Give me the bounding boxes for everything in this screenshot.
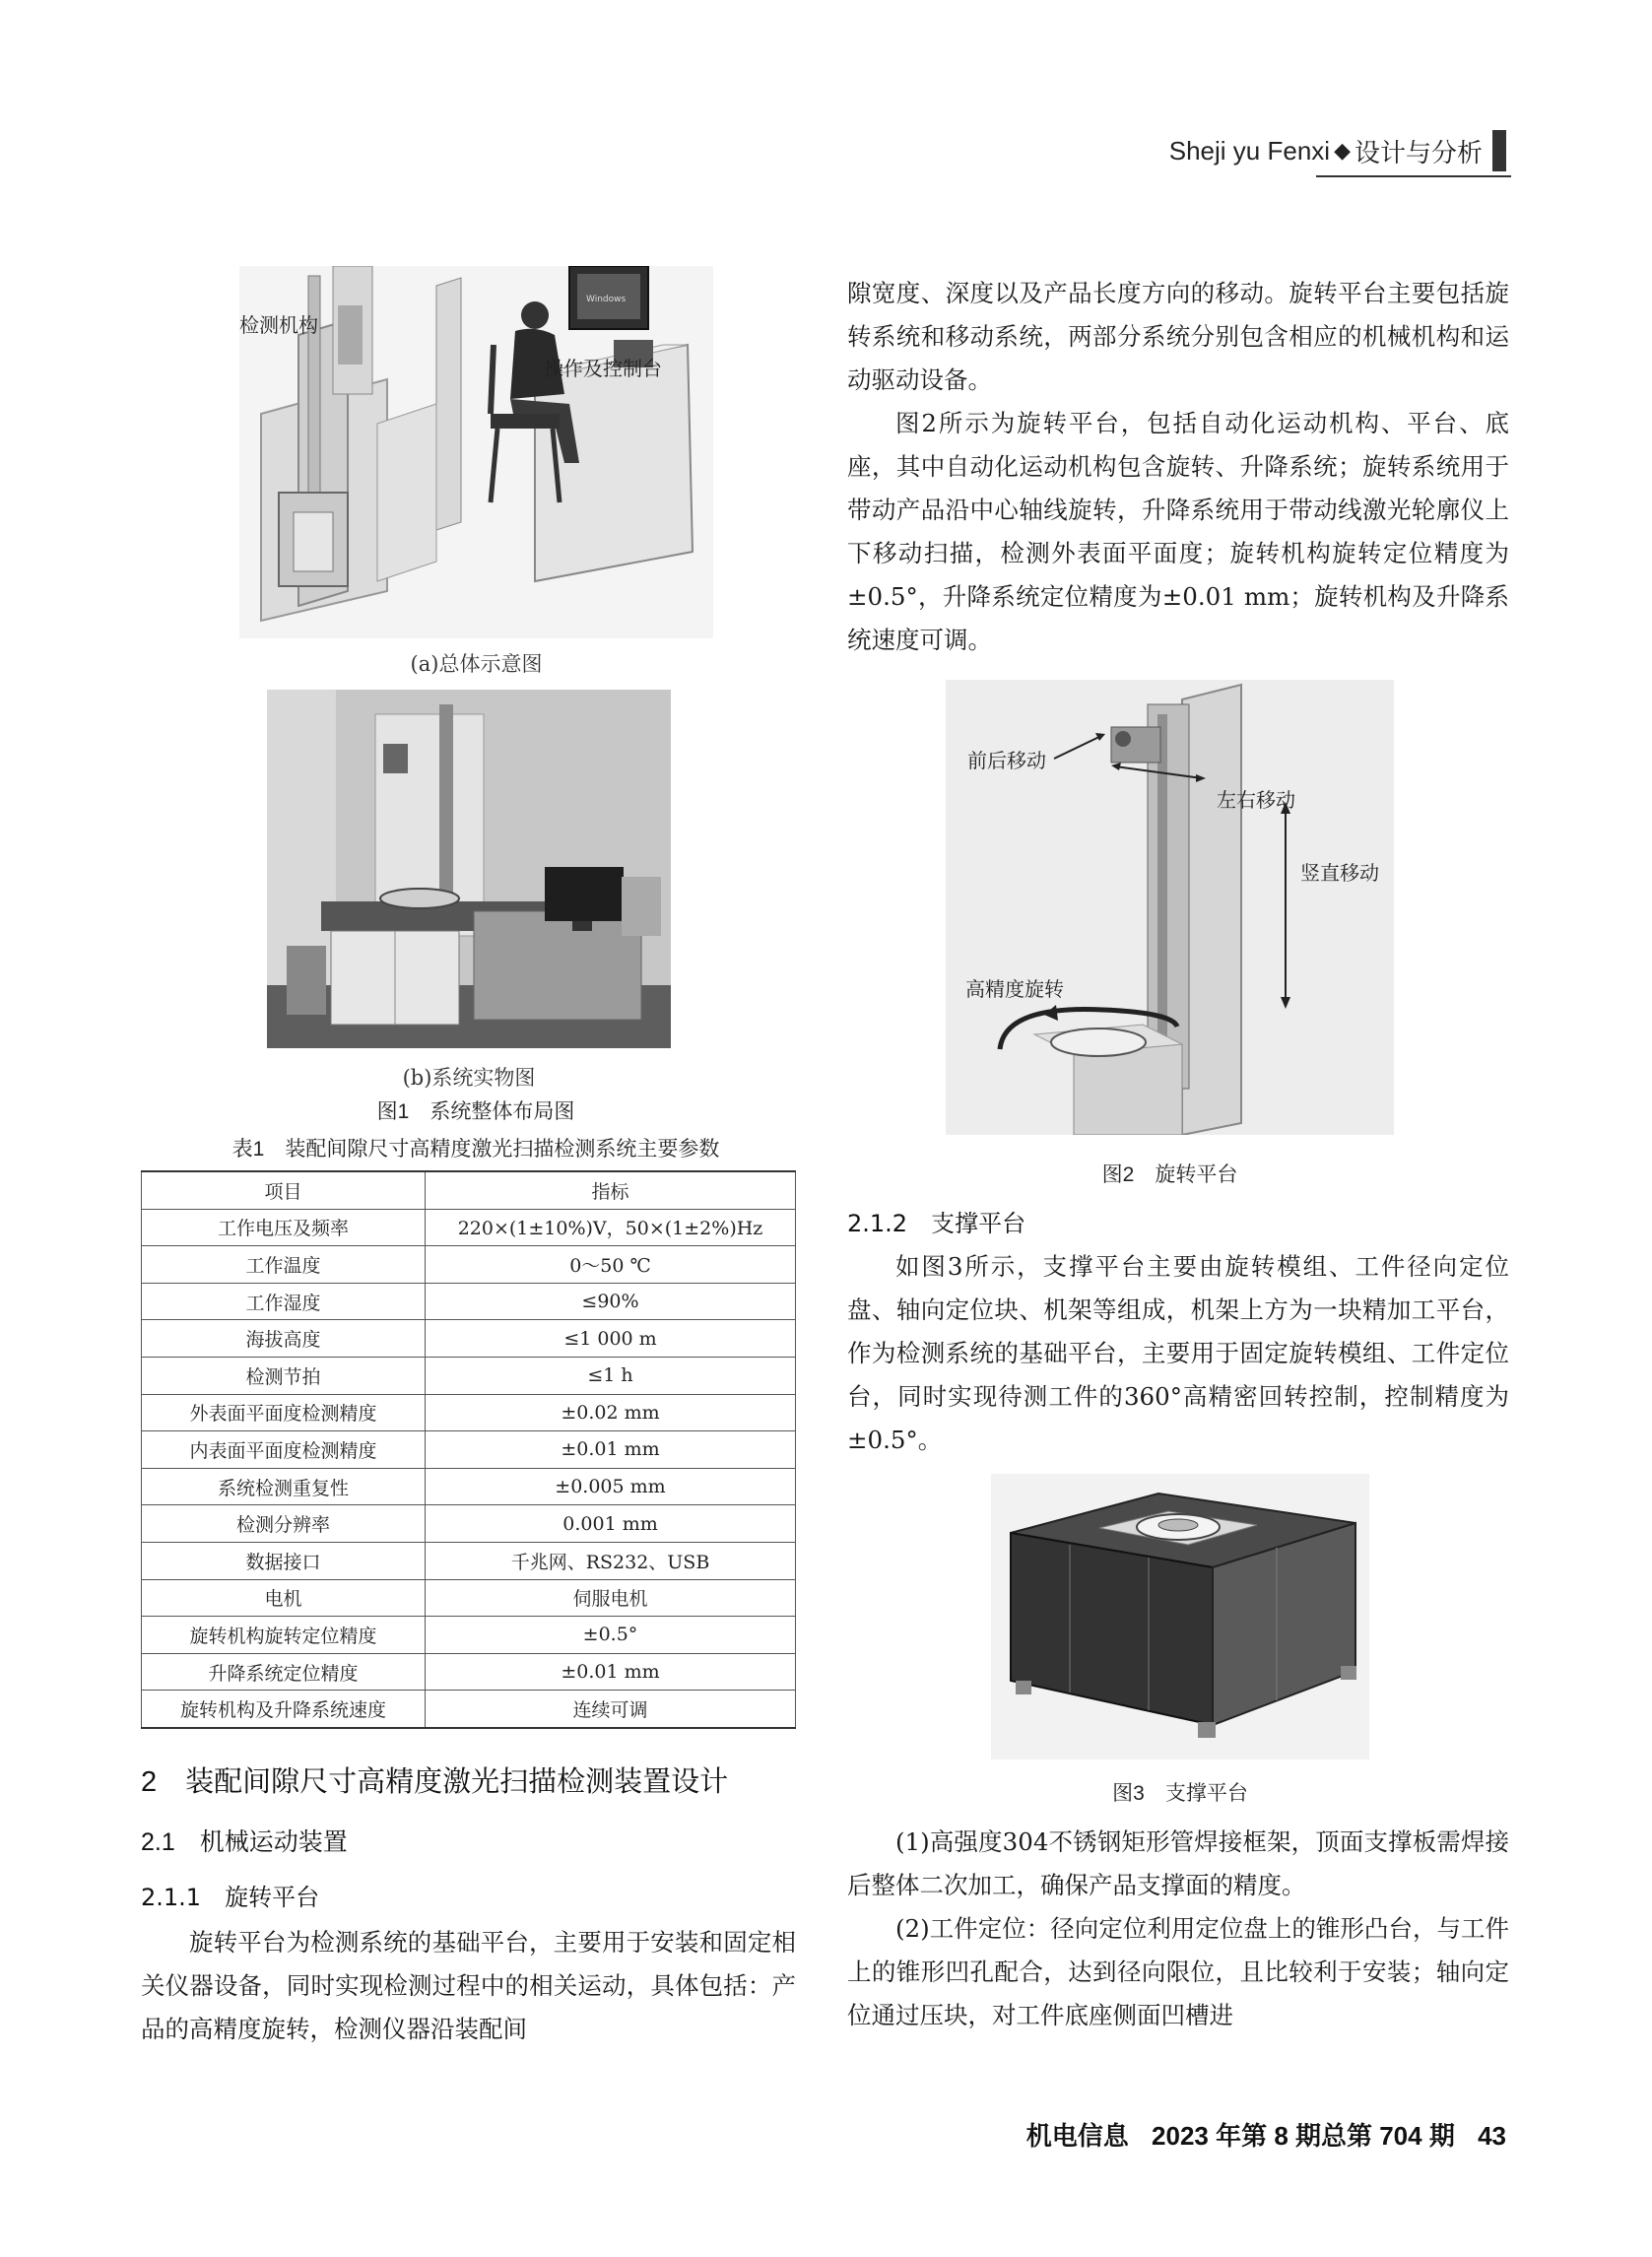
paragraph-frame: (1)高强度304不锈钢矩形管焊接框架，顶面支撑板需焊接后整体二次加工，确保产品支撑面的精度。: [847, 1827, 1509, 1899]
table-cell-item: 工作湿度: [142, 1283, 426, 1320]
footer-journal: 机电信息: [1025, 2121, 1129, 2151]
label-detect: 检测机构: [239, 313, 318, 337]
table-row: [142, 1394, 796, 1431]
column-header-item: 项目: [142, 1171, 426, 1209]
section-heading-2-1-1: 2.1.1 旋转平台: [141, 1884, 320, 1911]
running-header: [1169, 128, 1506, 173]
header-section: 设计与分析: [1354, 137, 1483, 167]
section-heading-2-1: 2.1 机械运动装置: [141, 1828, 348, 1856]
table-cell-value: ±0.5°: [426, 1617, 796, 1654]
footer-issue: 2023 年第 8 期总第 704 期: [1152, 2121, 1455, 2151]
table-cell-item: 数据接口: [142, 1542, 426, 1579]
table-row: [142, 1653, 796, 1691]
figure1b-drawing: [267, 690, 671, 1048]
table-row: [142, 1468, 796, 1505]
table-row: [142, 1542, 796, 1579]
table-cell-item: 系统检测重复性: [142, 1468, 426, 1505]
table-cell-value: ≤1 000 m: [426, 1320, 796, 1358]
table-cell-item: 工作电压及频率: [142, 1209, 426, 1246]
table-row: [142, 1320, 796, 1358]
table-header-row: [142, 1171, 796, 1209]
figure1b-caption: (b)系统实物图: [402, 1066, 536, 1090]
section-heading-2-1-2: 2.1.2 支撑平台: [847, 1210, 1026, 1237]
table-cell-value: ≤1 h: [426, 1357, 796, 1394]
table-cell-item: 外表面平面度检测精度: [142, 1394, 426, 1431]
table-row: [142, 1283, 796, 1320]
right-top-paragraphs: [847, 272, 1509, 662]
figure1a-caption: (a)总体示意图: [410, 652, 543, 676]
table-row: [142, 1209, 796, 1246]
label-vertical: 竖直移动: [1300, 861, 1379, 885]
figure1-caption: 图1 系统整体布局图: [376, 1100, 575, 1123]
paragraph-support-platform: 如图3所示，支撑平台主要由旋转模组、工件径向定位盘、轴向定位块、机架等组成，机架上方为一块精加工平台，作为检测系统的基础平台，主要用于固定旋转模组、工件定位台，同时实现待测工件的360°高精密回转控制，控制精度为±0.5°。: [847, 1252, 1509, 1454]
section-heading-2: 2 装配间隙尺寸高精度激光扫描检测装置设计: [141, 1766, 729, 1798]
paragraph-rotary-platform: 旋转平台为检测系统的基础平台，主要用于安装和固定相关仪器设备，同时实现检测过程中的相关运动，具体包括：产品的高精度旋转，检测仪器沿装配间: [141, 1928, 796, 2043]
page-number: 43: [1478, 2121, 1506, 2151]
table-cell-item: 工作温度: [142, 1246, 426, 1284]
figure1a-image: [239, 266, 713, 638]
table-cell-item: 内表面平面度检测精度: [142, 1431, 426, 1469]
table-cell-item: 升降系统定位精度: [142, 1653, 426, 1691]
table1-body: [142, 1209, 796, 1728]
label-front-back: 前后移动: [967, 749, 1046, 772]
figure2-caption: 图2 旋转平台: [1101, 1163, 1238, 1186]
header-rule: [1316, 175, 1511, 177]
table-row: [142, 1431, 796, 1469]
figure1b-photo: [267, 690, 671, 1048]
table-cell-item: 旋转机构旋转定位精度: [142, 1617, 426, 1654]
table-cell-value: 千兆网、RS232、USB: [426, 1542, 796, 1579]
table1-title: 表1 装配间隙尺寸高精度激光扫描检测系统主要参数: [231, 1138, 720, 1161]
diamond-icon: ◆: [1334, 138, 1351, 163]
right-bottom-paragraphs: [847, 1821, 1509, 2037]
label-console: 操作及控制台: [544, 357, 662, 380]
table-cell-value: 伺服电机: [426, 1579, 796, 1617]
figure3-drawing: [991, 1474, 1369, 1759]
figure3-image: [991, 1474, 1369, 1759]
left-paragraph: [141, 1921, 796, 2051]
table-row: [142, 1357, 796, 1394]
table-row: [142, 1505, 796, 1543]
header-pinyin: Sheji yu Fenxi: [1168, 135, 1331, 166]
table-cell-value: 220×(1±10%)V，50×(1±2%)Hz: [426, 1209, 796, 1246]
table-cell-item: 检测节拍: [142, 1357, 426, 1394]
table-row: [142, 1246, 796, 1284]
table-cell-value: 0.001 mm: [426, 1505, 796, 1543]
figure3-caption: 图3 支撑平台: [1112, 1782, 1248, 1805]
table-cell-value: 连续可调: [426, 1691, 796, 1728]
column-header-value: 指标: [426, 1171, 796, 1209]
label-left-right: 左右移动: [1217, 788, 1295, 812]
table1-grid: [141, 1170, 796, 1729]
monitor-screen-text: Windows: [586, 295, 627, 304]
table-cell-value: ±0.02 mm: [426, 1394, 796, 1431]
table-cell-item: 电机: [142, 1579, 426, 1617]
table-cell-item: 检测分辨率: [142, 1505, 426, 1543]
header-bar-icon: [1492, 130, 1506, 171]
page-footer: [1026, 2116, 1506, 2153]
table-cell-value: ≤90%: [426, 1283, 796, 1320]
table-cell-item: 海拔高度: [142, 1320, 426, 1358]
table-cell-item: 旋转机构及升降系统速度: [142, 1691, 426, 1728]
paragraph-figure2-intro: 图2所示为旋转平台，包括自动化运动机构、平台、底座，其中自动化运动机构包含旋转、升降系统；旋转系统用于带动产品沿中心轴线旋转，升降系统用于带动线激光轮廓仪上下移动扫描，检测外表面平面度；旋转机构旋转定位精度为±0.5°，升降系统定位精度为±0.01 mm；旋转机构及升降系统速度可调。: [847, 409, 1509, 654]
table-cell-value: ±0.01 mm: [426, 1653, 796, 1691]
table-row: [142, 1691, 796, 1728]
table-cell-value: ±0.01 mm: [426, 1431, 796, 1469]
paragraph-positioning: (2)工件定位：径向定位利用定位盘上的锥形凸台，与工件上的锥形凹孔配合，达到径向限位，且比较利于安装；轴向定位通过压块，对工件底座侧面凹槽进: [847, 1914, 1509, 2029]
paragraph-support-platform-wrap: [847, 1245, 1509, 1462]
table-cell-value: 0～50 ℃: [426, 1246, 796, 1284]
table-cell-value: ±0.005 mm: [426, 1468, 796, 1505]
figure2-image: [946, 680, 1394, 1135]
label-rotation: 高精度旋转: [965, 977, 1064, 1001]
paragraph-continuation: 隙宽度、深度以及产品长度方向的移动。旋转平台主要包括旋转系统和移动系统，两部分系统分别包含相应的机械机构和运动驱动设备。: [847, 279, 1509, 394]
table1: [141, 1170, 796, 1729]
table-row: [142, 1617, 796, 1654]
table-row: [142, 1579, 796, 1617]
